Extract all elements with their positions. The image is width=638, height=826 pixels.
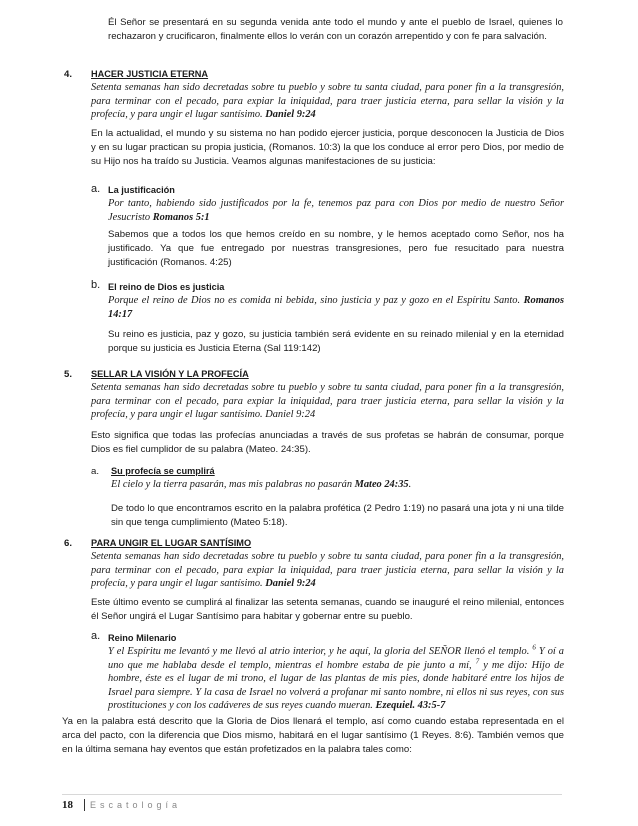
section-4b-quote-ref: Romanos 14:17 bbox=[108, 295, 564, 320]
section-4a-paragraph: Sabemos que a todos los que hemos creído en su nombre, y le hemos aceptado como Señor, nos ha justificado. Ya que fue entregado por nuestras transgresiones, pero fue resucitado para nuestra justificación (Romanos. 4:25) bbox=[108, 229, 564, 269]
section-5a-quote: El cielo y la tierra pasarán, mas mis palabras no pasarán Mateo 24:35. bbox=[111, 479, 412, 490]
section-4a-letter: a. bbox=[91, 183, 101, 195]
section-4a-quote: Por tanto, habiendo sido justificados por la fe, tenemos paz para con Dios por medio de nuestro Señor Jesucristo Romanos 5:1 bbox=[108, 198, 564, 223]
page-number: 18 bbox=[62, 799, 73, 811]
section-5a-quote-ref: Mateo 24:35 bbox=[354, 479, 409, 490]
section-6-title: PARA UNGIR EL LUGAR SANTÍSIMO bbox=[91, 538, 252, 548]
intro-paragraph: Él Señor se presentará en su segunda venida ante todo el mundo y ante el pueblo de Israel, quienes lo rechazaron y crucificaron, finalmente ellos lo verán con un corazón arrepentido y con fe para salvación. bbox=[108, 17, 563, 43]
section-6-quote: Setenta semanas han sido decretadas sobre tu pueblo y sobre tu santa ciudad, para poner fin a la transgresión, para terminar con el pecado, para expiar la iniquidad, para traer justicia eterna, para sellar la visión y la profecía, y para ungir el lugar santísimo. Daniel 9:24 bbox=[91, 551, 564, 590]
section-6a-quote: Y el Espíritu me levantó y me llevó al atrio interior, y he aquí, la gloria del SEÑOR llenó el templo. $^6$ Y oí a uno que me hablaba desde el templo, mientras el hombre estaba de pie junto a mí, $^7$ y me dijo: Hijo de hombre, éste es el lugar de mi trono, el lugar de las plantas de mis pies, donde habitaré entre los hijos de Israel para siempre. Y la casa de Israel no volverá a profanar mi santo nombre, ni ellos ni sus reyes, con sus prostituciones y con los cadáveres de sus reyes cuando mueran. Ezequiel. 43:5-7 bbox=[108, 643, 564, 712]
footer-separator bbox=[84, 799, 85, 811]
section-5a-paragraph: De todo lo que encontramos escrito en la palabra profética (2 Pedro 1:19) no pasará una jota y ni una tilde sin que tenga cumplimiento (Mateo 5:18). bbox=[111, 503, 564, 529]
section-4-paragraph: En la actualidad, el mundo y su sistema no han podido ejercer justicia, porque desconocen la Justicia de Dios y en su lugar practican su propia justicia, (Romanos. 10:3) la que los conduce al error pero Dios, por medio de su Hijo nos ha traído su Justicia. Veamos algunas manifestaciones de su justicia: bbox=[91, 128, 564, 168]
section-4-quote-ref: Daniel 9:24 bbox=[265, 109, 316, 121]
section-4-number: 4. bbox=[64, 69, 73, 80]
verse-6-marker: 6 bbox=[532, 643, 536, 652]
section-6a-quote-ref: Ezequiel. 43:5-7 bbox=[375, 700, 446, 712]
section-4b-paragraph: Su reino es justicia, paz y gozo, su justicia también será evidente en su reinado milenial y en la eternidad porque su justicia es Justicia Eterna (Sal 119:142) bbox=[108, 329, 564, 355]
section-5a-title: Su profecía se cumplirá bbox=[111, 466, 215, 476]
section-4-title: HACER JUSTICIA ETERNA bbox=[91, 69, 209, 79]
section-4b-letter: b. bbox=[91, 279, 101, 291]
footer-section-label: Escatología bbox=[90, 800, 182, 810]
section-5-title: SELLAR LA VISIÓN Y LA PROFECÍA bbox=[91, 369, 249, 379]
section-6-paragraph: Este último evento se cumplirá al finalizar las setenta semanas, cuando se inauguré el reino milenial, entonces él Señor ungirá el Lugar Santísimo para habitar y gobernar entre su pueblo. bbox=[91, 597, 564, 623]
section-4a-title: La justificación bbox=[108, 185, 175, 195]
footer-rule bbox=[62, 794, 562, 795]
section-4-quote: Setenta semanas han sido decretadas sobre tu pueblo y sobre tu santa ciudad, para poner fin a la transgresión, para terminar con el pecado, para expiar la iniquidad, para traer justicia eterna, para sellar la visión y la profecía, y para ungir el lugar santísimo. Daniel 9:24 bbox=[91, 82, 564, 121]
section-6a-title: Reino Milenario bbox=[108, 633, 177, 643]
section-5-paragraph: Esto significa que todas las profecías anunciadas a través de sus profetas se habrán de consumar, porque Dios es fiel cumplidor de su palabra (Mateo. 24:35). bbox=[91, 430, 564, 456]
section-4b-quote: Porque el reino de Dios no es comida ni bebida, sino justicia y paz y gozo en el Espíritu Santo. Romanos 14:17 bbox=[108, 295, 564, 320]
section-4b-title: El reino de Dios es justicia bbox=[108, 282, 225, 292]
section-6-number: 6. bbox=[64, 538, 73, 549]
section-6-quote-ref: Daniel 9:24 bbox=[265, 578, 316, 590]
section-5-quote: Setenta semanas han sido decretadas sobre tu pueblo y sobre tu santa ciudad, para poner fin a la transgresión, para terminar con el pecado, para expiar la iniquidad, para traer justicia eterna, para sellar la visión y la profecía, y para ungir el lugar santísimo. Daniel 9:24 bbox=[91, 382, 564, 421]
section-5a-letter: a. bbox=[91, 466, 100, 477]
section-4a-quote-ref: Romanos 5:1 bbox=[152, 211, 210, 223]
section-6a-letter: a. bbox=[91, 630, 101, 642]
verse-7-marker: 7 bbox=[475, 657, 480, 666]
closing-paragraph: Ya en la palabra está descrito que la Gloria de Dios llenará el templo, así como cuando estaba representada en el arca del pacto, con la diferencia que Dios mismo, habitará en el lugar santísimo (1 Reyes. 8:6). También vemos que en la última semana hay eventos que están profetizados en la palabra tales como: bbox=[62, 716, 564, 756]
section-5-number: 5. bbox=[64, 369, 73, 380]
